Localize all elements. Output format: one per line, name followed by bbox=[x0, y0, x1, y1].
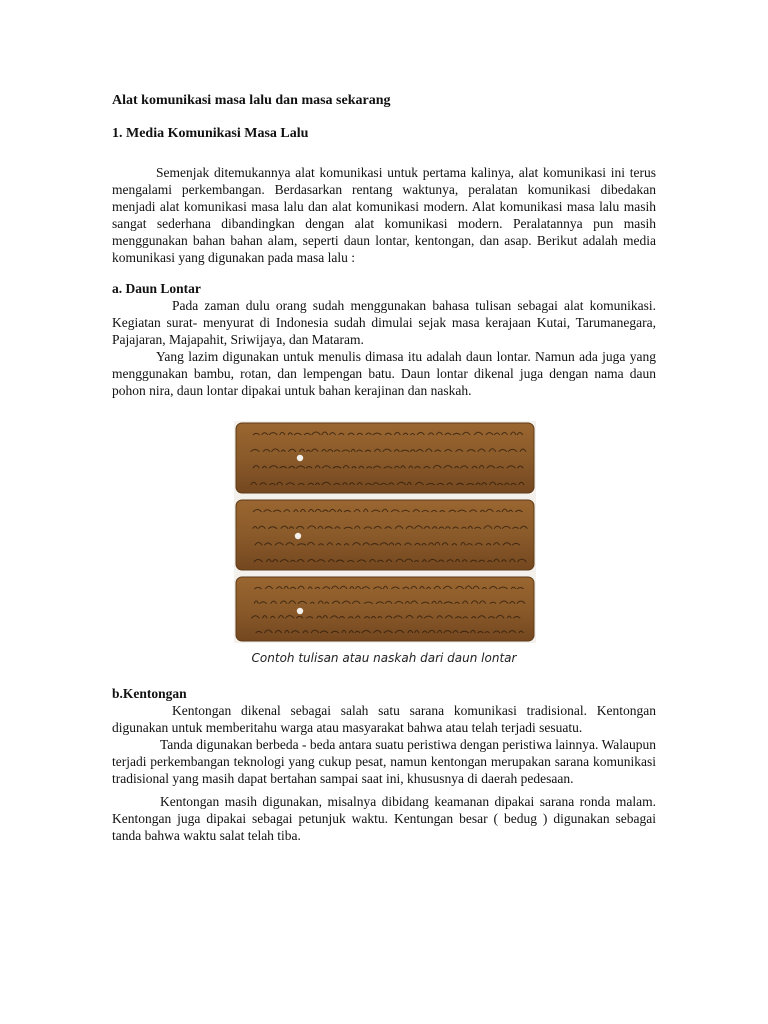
lontar-manuscript-image bbox=[234, 421, 536, 643]
kentongan-paragraph-1: Kentongan dikenal sebagai salah satu sarana komunikasi tradisional. Kentongan digunakan untuk memberitahu warga atau masyarakat bahwa atau telah terjadi sesuatu. bbox=[112, 703, 656, 735]
subheading-daun-lontar: a. Daun Lontar bbox=[112, 281, 201, 296]
kentongan-paragraph-2: Tanda digunakan berbeda - beda antara suatu peristiwa dengan peristiwa lainnya. Walaupun terjadi perkembangan teknologi yang cukup pesat, namun kentongan merupakan sarana komunikasi tradisional yang masih dapat bertahan sampai saat ini, khususnya di daerah pedesaan. bbox=[112, 737, 656, 786]
kentongan-paragraph-3: Kentongan masih digunakan, misalnya dibidang keamanan dipakai sarana ronda malam. Kentongan juga dipakai sebagai petunjuk waktu. Kentungan besar ( bedug ) digunakan sebagai tanda bahwa waktu salat telah tiba. bbox=[112, 794, 656, 843]
document-title: Alat komunikasi masa lalu dan masa sekarang bbox=[112, 93, 391, 108]
lontar-figure bbox=[112, 421, 656, 669]
leaf-hole-top bbox=[297, 455, 303, 461]
leaf-hole-bottom bbox=[297, 608, 303, 614]
lontar-paragraph-1: Pada zaman dulu orang sudah menggunakan bahasa tulisan sebagai alat komunikasi. Kegiatan surat- menyurat di Indonesia sudah dimulai sejak masa kerajaan Kutai, Tarumanegara, Pajajaran, Majapahit, Sriwijaya, dan Mataram. bbox=[112, 298, 656, 347]
intro-paragraph: Semenjak ditemukannya alat komunikasi untuk pertama kalinya, alat komunikasi ini terus mengalami perkembangan. Berdasarkan rentang waktunya, peralatan komunikasi dibedakan menjadi alat komunikasi masa lalu dan alat komunikasi modern. Alat komunikasi masa lalu masih sangat sederhana dibandingkan dengan alat komunikasi modern. Peralatannya pun masih menggunakan bahan bahan alam, seperti daun lontar, kentongan, dan asap. Berikut adalah media komunikasi yang digunakan pada masa lalu : bbox=[112, 165, 656, 265]
section-heading: 1. Media Komunikasi Masa Lalu bbox=[112, 126, 309, 141]
leaf-hole-middle bbox=[295, 533, 301, 539]
document-page bbox=[112, 92, 656, 844]
subheading-kentongan: b.Kentongan bbox=[112, 686, 187, 701]
lontar-paragraph-2: Yang lazim digunakan untuk menulis dimasa itu adalah daun lontar. Namun ada juga yang menggunakan bambu, rotan, dan lempengan batu. Daun lontar dikenal juga dengan nama daun pohon nira, daun lontar dipakai untuk bahan kerajinan dan naskah. bbox=[112, 349, 656, 398]
lontar-leaf-middle bbox=[236, 500, 534, 570]
figure-caption: Contoh tulisan atau naskah dari daun lontar bbox=[251, 651, 517, 665]
